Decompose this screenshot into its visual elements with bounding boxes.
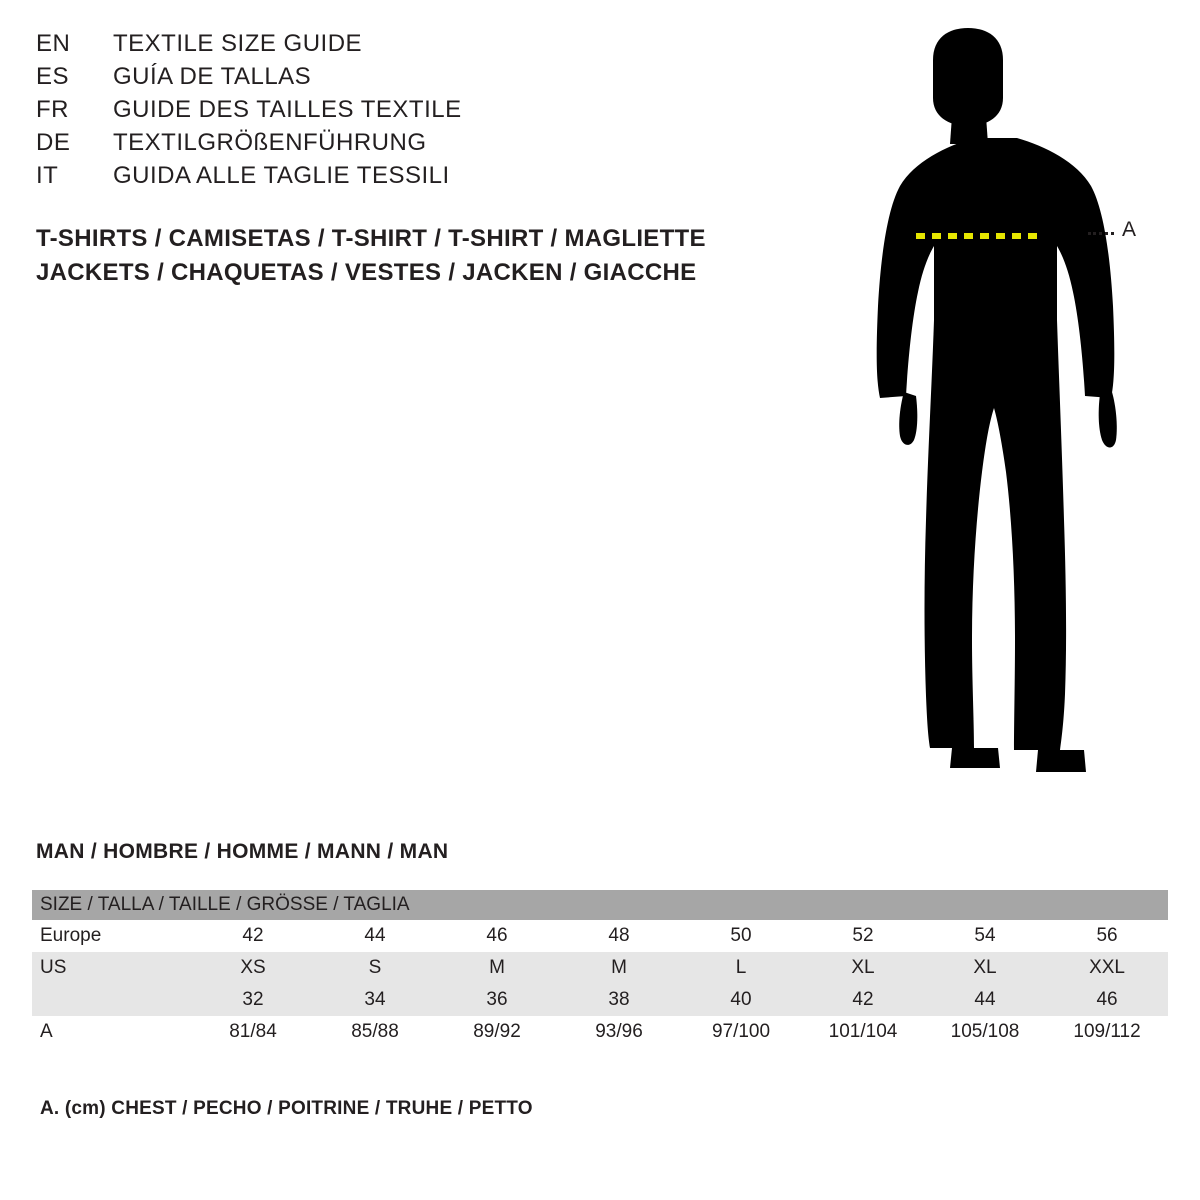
- cell: 44: [314, 920, 436, 952]
- cell: 50: [680, 920, 802, 952]
- table-row: [32, 952, 1168, 984]
- language-title: TEXTILE SIZE GUIDE: [113, 30, 363, 57]
- row-label-us: US: [32, 952, 192, 984]
- language-code: ES: [36, 63, 70, 90]
- cell: XL: [924, 952, 1046, 984]
- language-code: IT: [36, 162, 59, 189]
- language-row: [36, 162, 756, 195]
- cell: 109/112: [1046, 1016, 1168, 1048]
- cell: 81/84: [192, 1016, 314, 1048]
- cell: XS: [192, 952, 314, 984]
- table-title: SIZE / TALLA / TAILLE / GRÖSSE / TAGLIA: [32, 890, 1168, 920]
- size-table: [32, 890, 1168, 1048]
- language-row: [36, 96, 756, 129]
- cell: 34: [314, 984, 436, 1016]
- cell: 46: [1046, 984, 1168, 1016]
- cell: 48: [558, 920, 680, 952]
- cell: 101/104: [802, 1016, 924, 1048]
- cell: 42: [192, 920, 314, 952]
- gender-label: MAN / HOMBRE / HOMME / MANN / MAN: [36, 840, 449, 863]
- cell: 46: [436, 920, 558, 952]
- male-silhouette-figure: [830, 20, 1170, 800]
- cell: 40: [680, 984, 802, 1016]
- cell: S: [314, 952, 436, 984]
- cell: 32: [192, 984, 314, 1016]
- language-title: TEXTILGRÖßENFÜHRUNG: [113, 129, 427, 156]
- language-header-block: [36, 30, 756, 195]
- table-title-row: [32, 890, 1168, 920]
- language-row: [36, 30, 756, 63]
- measure-leader-line: [1088, 232, 1114, 238]
- language-title: GUIDA ALLE TAGLIE TESSILI: [113, 162, 450, 189]
- cell: L: [680, 952, 802, 984]
- row-label-us-numeric: [32, 984, 192, 1016]
- measure-label-a: A: [1122, 218, 1137, 241]
- table-row: [32, 1016, 1168, 1048]
- cell: 36: [436, 984, 558, 1016]
- silhouette-icon: [830, 20, 1170, 800]
- cell: 44: [924, 984, 1046, 1016]
- cell: 97/100: [680, 1016, 802, 1048]
- table-row: [32, 984, 1168, 1016]
- category-tshirts: T-SHIRTS / CAMISETAS / T-SHIRT / T-SHIRT / MAGLIETTE: [36, 225, 706, 252]
- language-code: DE: [36, 129, 71, 156]
- category-jackets: JACKETS / CHAQUETAS / VESTES / JACKEN / GIACCHE: [36, 259, 697, 286]
- cell: 85/88: [314, 1016, 436, 1048]
- language-code: EN: [36, 30, 71, 57]
- table-row: [32, 920, 1168, 952]
- cell: 89/92: [436, 1016, 558, 1048]
- cell: 54: [924, 920, 1046, 952]
- footnote-chest: A. (cm) CHEST / PECHO / POITRINE / TRUHE / PETTO: [40, 1098, 533, 1119]
- row-label-europe: Europe: [32, 920, 192, 952]
- cell: M: [436, 952, 558, 984]
- category-block: [36, 222, 796, 290]
- cell: 56: [1046, 920, 1168, 952]
- cell: 93/96: [558, 1016, 680, 1048]
- language-row: [36, 129, 756, 162]
- language-title: GUIDE DES TAILLES TEXTILE: [113, 96, 462, 123]
- row-label-a: A: [32, 1016, 192, 1048]
- language-title: GUÍA DE TALLAS: [113, 63, 312, 90]
- language-row: [36, 63, 756, 96]
- cell: 42: [802, 984, 924, 1016]
- cell: XXL: [1046, 952, 1168, 984]
- cell: 105/108: [924, 1016, 1046, 1048]
- language-code: FR: [36, 96, 69, 123]
- cell: M: [558, 952, 680, 984]
- cell: XL: [802, 952, 924, 984]
- cell: 52: [802, 920, 924, 952]
- cell: 38: [558, 984, 680, 1016]
